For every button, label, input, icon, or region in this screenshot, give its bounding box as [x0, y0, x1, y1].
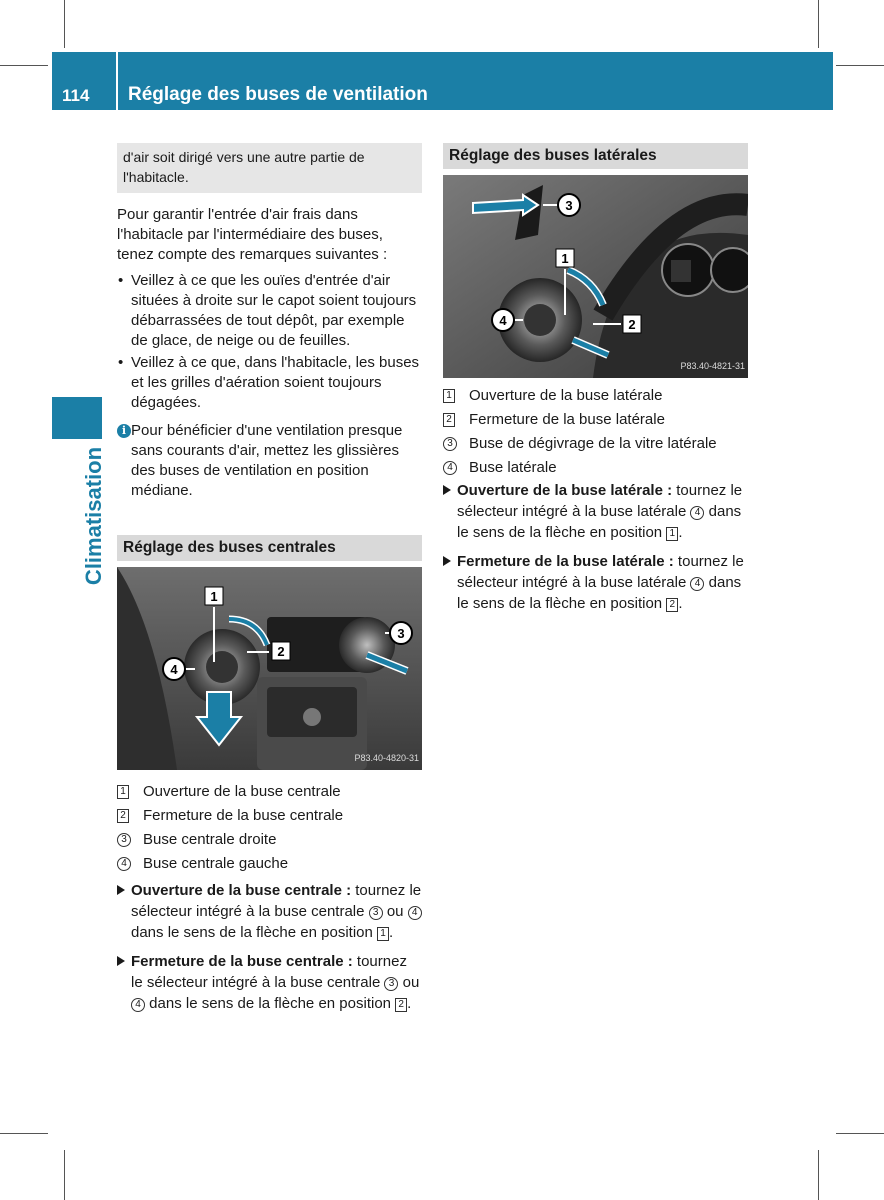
- step-heading: Ouverture de la buse centrale :: [131, 882, 352, 899]
- step-text: tournez le sélecteur intégré à la buse latérale: [457, 482, 743, 520]
- step-text: .: [678, 595, 683, 612]
- info-text: Pour bénéficier d'une ventilation presque sans courants d'air, mettez les glissières des buses de ventilation en position médiane.: [131, 422, 403, 499]
- step-text: ou: [382, 903, 408, 920]
- legend-item: [443, 456, 748, 480]
- legend-text: Ouverture de la buse centrale: [143, 783, 341, 800]
- svg-text:4: 4: [170, 662, 178, 677]
- side-tab-label: Climatisation: [81, 446, 106, 586]
- ref-number: 3: [369, 906, 383, 920]
- bullet-text: Veillez à ce que, dans l'habitacle, les buses et les grilles d'aération soient toujours dégagées.: [131, 354, 420, 411]
- step-arrow-icon: [117, 885, 125, 895]
- ref-number: 4: [690, 577, 704, 591]
- legend-item: [443, 432, 748, 456]
- legend-text: Fermeture de la buse latérale: [469, 411, 665, 428]
- legend-item: [443, 408, 748, 432]
- crop-mark: [818, 1150, 819, 1200]
- svg-text:2: 2: [628, 317, 636, 332]
- legend-text: Buse latérale: [469, 459, 557, 476]
- step-heading: Fermeture de la buse latérale :: [457, 553, 674, 570]
- legend-text: Buse centrale gauche: [143, 855, 289, 872]
- figure-code: P83.40-4821-31: [680, 361, 745, 371]
- bullet-dot: •: [118, 354, 124, 371]
- legend-number: 1: [443, 389, 455, 403]
- lateral-vents-illustration: [443, 175, 748, 378]
- note-continuation: d'air soit dirigé vers une autre partie de l'habitacle.: [117, 143, 422, 193]
- bullet-dot: •: [118, 272, 124, 289]
- step-text: .: [389, 924, 394, 941]
- step-arrow-icon: [443, 556, 451, 566]
- step-arrow-icon: [443, 485, 451, 495]
- legend-text: Buse centrale droite: [143, 831, 277, 848]
- ref-number: 1: [666, 527, 678, 541]
- legend-number: 2: [443, 413, 455, 427]
- legend-number: 2: [117, 809, 129, 823]
- legend-item: [117, 780, 422, 804]
- legend-item: [117, 828, 422, 852]
- instruction-step: [443, 480, 748, 543]
- crop-mark: [818, 0, 819, 48]
- svg-text:1: 1: [561, 251, 569, 266]
- ref-number: 4: [408, 906, 422, 920]
- side-tab-marker: [52, 397, 102, 439]
- step-text: .: [407, 995, 412, 1012]
- legend-item: [443, 384, 748, 408]
- legend-central: [117, 780, 422, 876]
- step-text: dans le sens de la flèche en position: [145, 995, 396, 1012]
- info-icon: i: [117, 424, 131, 438]
- legend-text: Ouverture de la buse latérale: [469, 387, 663, 404]
- crop-mark: [0, 65, 48, 66]
- bullet-text: Veillez à ce que les ouïes d'entrée d'air situées à droite sur le capot soient toujours débarrassées de tout dépôt, par exemple de glace, de neige ou de feuilles.: [131, 272, 417, 349]
- legend-number: 1: [117, 785, 129, 799]
- left-column: [117, 143, 422, 501]
- page-number: 114: [62, 86, 90, 105]
- ref-number: 4: [690, 506, 704, 520]
- ref-number: 2: [666, 598, 678, 612]
- header-divider: [116, 52, 118, 110]
- list-item: [117, 271, 422, 351]
- instruction-step: [117, 880, 422, 943]
- legend-lateral: [443, 384, 748, 480]
- svg-text:1: 1: [210, 589, 218, 604]
- right-column: [443, 143, 748, 614]
- step-text: dans le sens de la flèche en position: [131, 924, 377, 941]
- crop-mark: [64, 1150, 65, 1200]
- svg-text:3: 3: [397, 626, 405, 641]
- crop-mark: [0, 1133, 48, 1134]
- ref-number: 4: [131, 998, 145, 1012]
- step-arrow-icon: [117, 956, 125, 966]
- step-text: tournez le sélecteur intégré à la buse centrale: [131, 882, 422, 920]
- svg-text:4: 4: [499, 313, 507, 328]
- step-heading: Ouverture de la buse latérale :: [457, 482, 673, 499]
- central-vents-illustration: [117, 567, 422, 770]
- svg-text:2: 2: [277, 644, 285, 659]
- instruction-step: [117, 951, 422, 1014]
- crop-mark: [836, 65, 884, 66]
- page-title: Réglage des buses de ventilation: [128, 84, 428, 105]
- figure-code: P83.40-4820-31: [354, 753, 419, 763]
- step-text: tournez le sélecteur intégré à la buse latérale: [457, 553, 744, 591]
- list-item: [117, 353, 422, 413]
- ref-number: 1: [377, 927, 389, 941]
- instruction-step: [443, 551, 748, 614]
- legend-number: 3: [443, 437, 457, 451]
- crop-mark: [836, 1133, 884, 1134]
- step-text: ou: [398, 974, 420, 991]
- figure-lateral-vents: [443, 175, 748, 378]
- section-title-lateral: Réglage des buses latérales: [443, 143, 748, 169]
- step-text: dans le sens de la flèche en position: [457, 574, 742, 612]
- legend-number: 4: [117, 857, 131, 871]
- legend-text: Fermeture de la buse centrale: [143, 807, 344, 824]
- section-title-central: Réglage des buses centrales: [117, 535, 422, 561]
- svg-text:3: 3: [565, 198, 573, 213]
- legend-number: 3: [117, 833, 131, 847]
- legend-text: Buse de dégivrage de la vitre latérale: [469, 435, 717, 452]
- ref-number: 2: [395, 998, 407, 1012]
- left-section: [117, 535, 422, 1014]
- step-text: dans le sens de la flèche en position: [457, 503, 742, 541]
- info-note: [117, 421, 422, 501]
- step-text: tournez le sélecteur intégré à la buse centrale: [131, 953, 407, 991]
- ref-number: 3: [384, 977, 398, 991]
- intro-paragraph: Pour garantir l'entrée d'air frais dans l'habitacle par l'intermédiaire des buses, tenez compte des remarques suivantes :: [117, 206, 388, 263]
- legend-item: [117, 804, 422, 828]
- figure-central-vents: [117, 567, 422, 770]
- step-text: .: [678, 524, 683, 541]
- legend-item: [117, 852, 422, 876]
- step-heading: Fermeture de la buse centrale :: [131, 953, 353, 970]
- legend-number: 4: [443, 461, 457, 475]
- crop-mark: [64, 0, 65, 48]
